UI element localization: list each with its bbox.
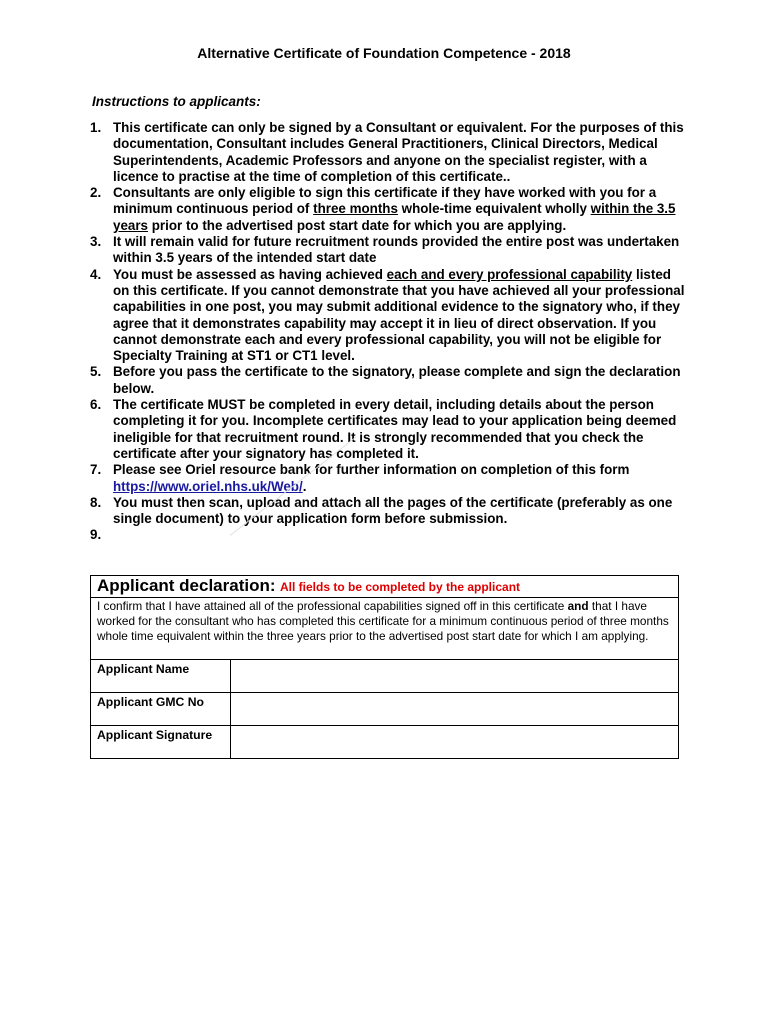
item-text: This certificate can only be signed by a Consultant or equivalent. For the purposes of this documentation, Consultant includes General Practitioners, Clinical Directors, Medical Superintendents, Academic Professors and anyone on the specialist register, with a licence to practise at the time of completion of this certificate.. xyxy=(113,120,684,184)
item-text-pre: Consultants are only eligible to sign this certificate if they have worked with you for a minimum continuous period of xyxy=(113,185,657,217)
item-number: 4. xyxy=(90,266,102,282)
declaration-text-row xyxy=(91,598,679,660)
item-text-pre: You must be assessed as having achieved xyxy=(113,266,387,282)
item-text: It will remain valid for future recruitment rounds provided the entire post was undertaken within 3.5 years of the intended start date xyxy=(113,234,680,266)
applicant-declaration-table xyxy=(90,575,679,759)
item-text: Before you pass the certificate to the signatory, please complete and sign the declaration below. xyxy=(113,364,681,396)
declaration-note: All fields to be completed by the applicant xyxy=(279,580,521,594)
instruction-item-1 xyxy=(90,120,690,185)
underlined-capability: each and every professional capability xyxy=(386,266,633,282)
item-number: 3. xyxy=(90,234,102,250)
item-number: 8. xyxy=(90,494,102,510)
item-text-mid: whole-time equivalent wholly xyxy=(397,201,591,217)
instruction-item-4 xyxy=(90,267,690,365)
item-text: You must then scan, upload and attach all the pages of the certificate (preferably as one single document) to your application form before submission. xyxy=(113,494,673,527)
instruction-item-6 xyxy=(90,397,690,462)
declaration-heading: Applicant declaration: xyxy=(97,576,276,595)
field-row-applicant-name xyxy=(91,660,679,693)
applicant-name-field[interactable] xyxy=(231,660,679,693)
applicant-name-label: Applicant Name xyxy=(91,660,231,693)
declaration-header-cell xyxy=(91,576,679,598)
declaration-text-post: that I have worked for the consultant who has completed this certificate for a minimum continuous period of three months whole time equivalent within the three years prior to the advertised post start date for which I am applying. xyxy=(97,599,669,643)
declaration-text-pre: I confirm that I have attained all of the professional capabilities signed off in this certificate xyxy=(97,599,568,613)
instruction-item-2 xyxy=(90,185,690,234)
applicant-gmc-field[interactable] xyxy=(231,693,679,726)
underlined-three-months: three months xyxy=(313,201,398,217)
item-number: 1. xyxy=(90,120,102,135)
field-row-applicant-signature xyxy=(91,726,679,759)
instruction-item-3 xyxy=(90,234,690,267)
item-text-post: listed on this certificate. If you cannot demonstrate that you have achieved all your professional capabilities in one post, you may submit additional evidence to the signatory who, if they agree that it demonstrates capability may accept it in lieu of direct observation. If you cannot demonstrate each and every professional capability, you will not be eligible for Specialty Training at ST1 or CT1 level. xyxy=(113,266,685,364)
item-text-post: . xyxy=(302,478,307,494)
instructions-list xyxy=(90,120,690,544)
declaration-header-row xyxy=(91,576,679,598)
item-number: 2. xyxy=(90,185,102,201)
instruction-item-5 xyxy=(90,364,690,397)
item-number: 7. xyxy=(90,462,102,478)
item-text-pre: Please see Oriel resource bank for further information on completion of this form xyxy=(113,462,630,478)
oriel-link[interactable]: https://www.oriel.nhs.uk/Web/ xyxy=(113,478,303,494)
declaration-text-bold: and xyxy=(567,599,589,613)
item-text: The certificate MUST be completed in every detail, including details about the person completing it for you. Incomplete certificates may lead to your application being deemed ineligible for that recruitment round. It is strongly recommended that you check the certificate after your signatory has completed it. xyxy=(113,397,677,461)
instruction-item-9 xyxy=(90,527,690,543)
declaration-text xyxy=(91,598,679,660)
item-number: 9. xyxy=(90,527,102,543)
item-number: 5. xyxy=(90,364,102,380)
document-title: Alternative Certificate of Foundation Competence - 2018 xyxy=(197,45,571,61)
instruction-item-7 xyxy=(90,462,690,495)
item-text xyxy=(113,527,117,542)
applicant-gmc-label: Applicant GMC No xyxy=(91,693,231,726)
applicant-signature-field[interactable] xyxy=(231,726,679,759)
item-number: 6. xyxy=(90,397,102,413)
field-row-applicant-gmc xyxy=(91,693,679,726)
instructions-heading: Instructions to applicants: xyxy=(92,94,261,109)
instruction-item-8 xyxy=(90,495,690,528)
applicant-signature-label: Applicant Signature xyxy=(91,726,231,759)
underlined-within-period: within the 3.5 years xyxy=(113,201,676,233)
item-text-post: prior to the advertised post start date for which you are applying. xyxy=(148,217,567,233)
